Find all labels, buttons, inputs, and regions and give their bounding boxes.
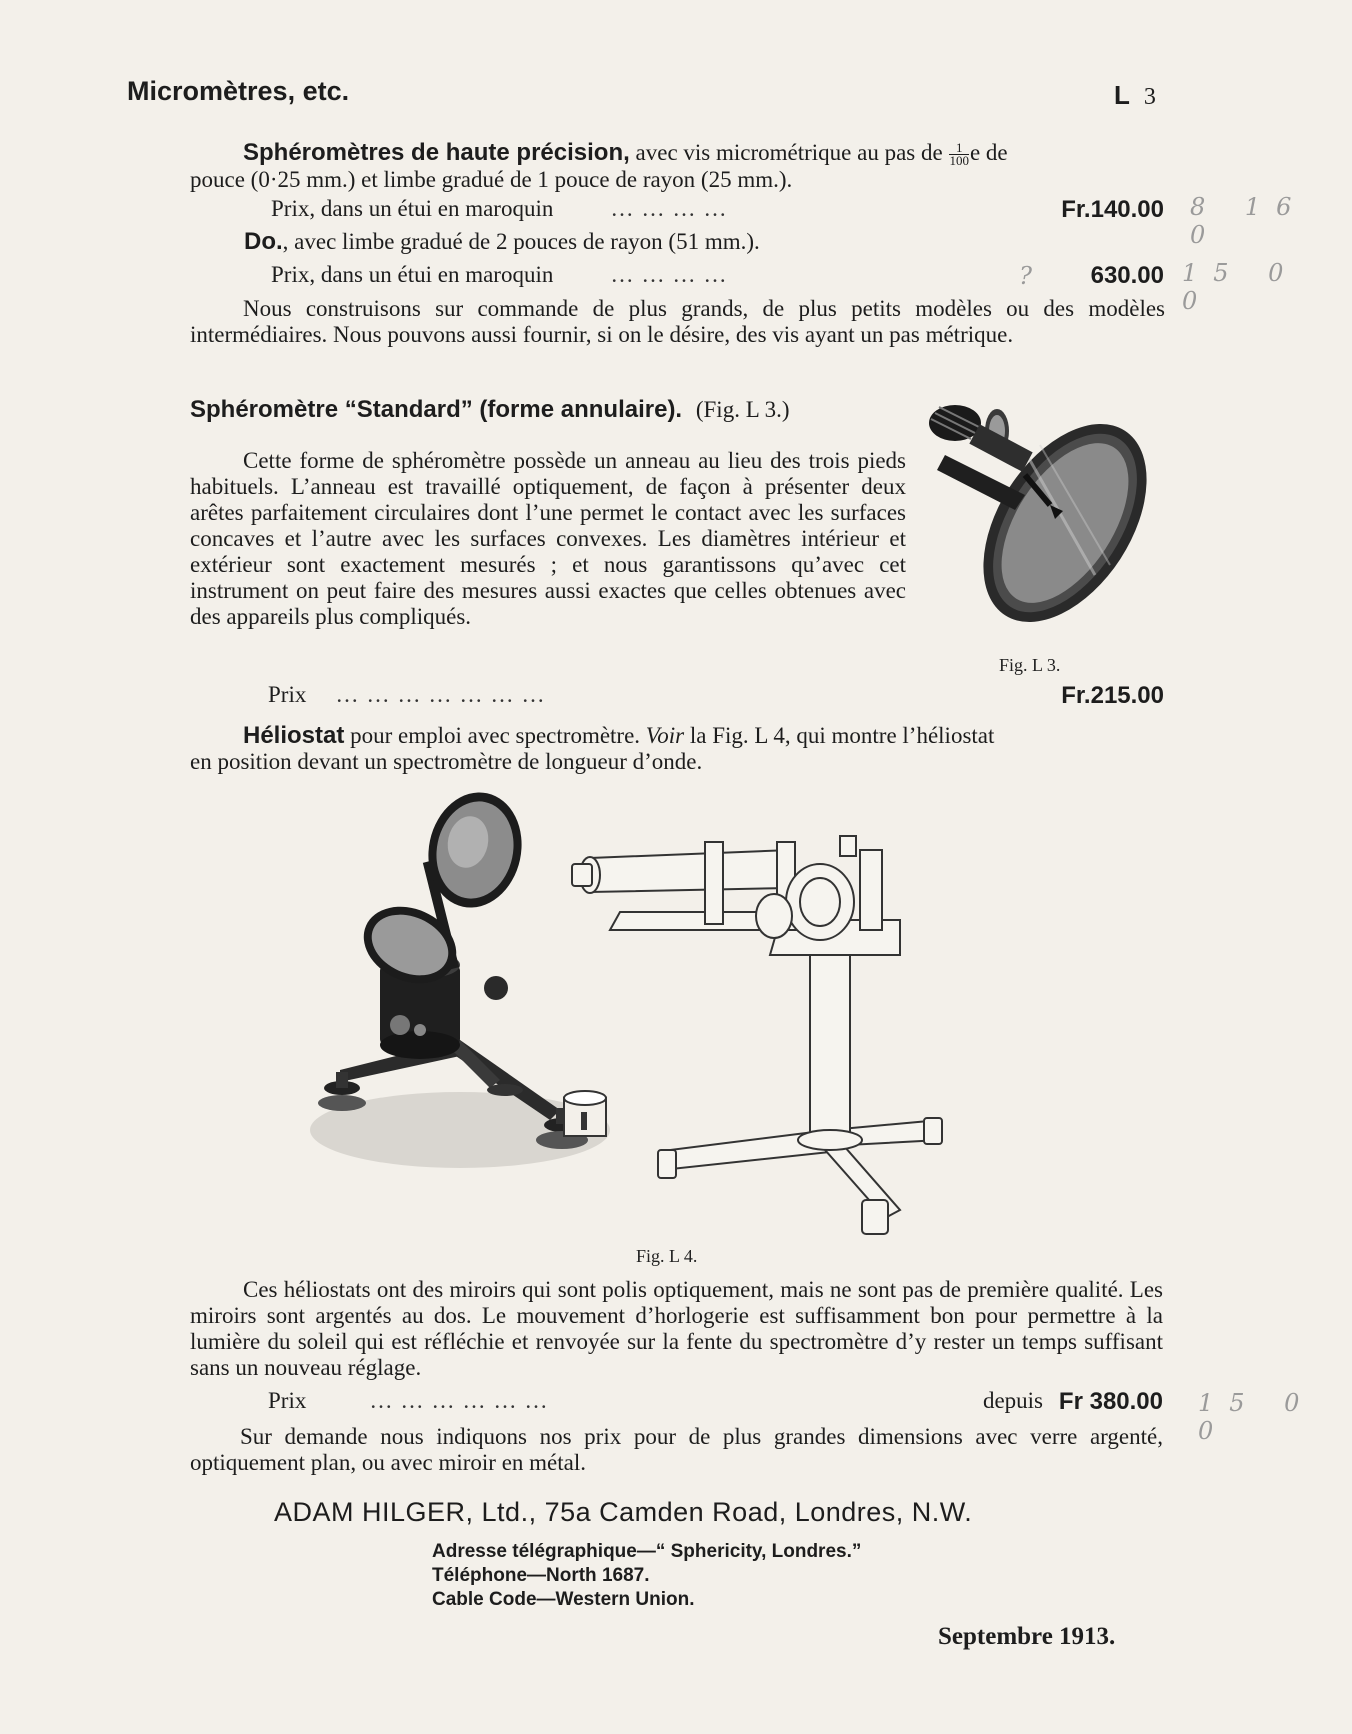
pitch-fraction: $\frac{1}{100}$ [949,140,969,169]
figure-l4 [300,790,1060,1240]
do-text: , avec limbe gradué de 2 pouces de rayon (51 mm.). [282,229,760,254]
heliostat-price-label: Prix [268,1388,307,1413]
standard-price-amount: Fr.215.00 [1061,682,1164,709]
page-number-digit: 3 [1143,84,1156,110]
price-1-dots: ... ... ... ... [611,196,728,221]
do-line [244,229,760,255]
standard-price-row [268,682,1164,708]
handwritten-note-3: 15 0 0 [1198,1389,1316,1445]
handwritten-note-2: 15 0 0 [1182,259,1300,315]
telegraph-address: Adresse télégraphique—“ Sphericity, Londres.” [432,1541,862,1562]
price-2-label: Prix, dans un étui en maroquin [271,262,554,287]
price-row-2 [271,262,1164,288]
page-letter: L [1114,80,1130,110]
price-2-dots: ... ... ... ... [611,262,728,287]
price-1-amount: Fr.140.00 [1061,196,1164,223]
section-title: Micromètres, etc. [127,76,350,106]
standard-paragraph: Cette forme de sphéromètre possède un anneau au lieu des trois pieds habituels. L’anneau est travaillé optiquement, de façon à présenter deux arêtes parfaitement circulaires dont l’une permet le contact avec les surfaces concaves et l’autre avec les surfaces convexes. Les diamètres intérieur et extérieur sont exactement mesurés ; et nous garantissons qu’avec cet instrument on peut faire des mesures aussi exactes que celles obtenues avec des appareils plus compliqués. [190,448,906,629]
heliostat-intro [190,723,1165,775]
standard-title-c: ” (forme annulaire). [460,396,683,423]
heliostat-title: Héliostat [243,722,345,749]
heliostat-price-dots: ... ... ... ... ... ... [370,1388,549,1413]
standard-heading [190,396,790,424]
price-1-label: Prix, dans un étui en maroquin [271,196,554,221]
heliostat-text-b: la Fig. L 4, qui montre l’héliostat [684,723,995,748]
date: Septembre 1913. [938,1623,1116,1650]
price-2-question-mark: ? [1019,262,1032,290]
page-number [1114,80,1156,111]
do-label: Do. [244,228,283,255]
figure-l4-caption: Fig. L 4. [636,1246,698,1266]
standard-price-dots: ... ... ... ... ... ... ... [336,682,546,707]
spherometres-title: Sphéromètres de haute précision, [243,139,630,166]
heliostat-paragraph-2: Sur demande nous indiquons nos prix pour de plus grandes dimensions avec verre argenté, optiquement plan, ou avec miroir en métal. [190,1424,1163,1475]
heliostat-voir: Voir [645,723,685,748]
spherometres-desc-b: e de [969,140,1008,165]
standard-title-a: Sphéromètre “ [190,396,357,423]
heliostat-text-a: pour emploi avec spectromètre. [344,723,646,748]
telephone: Téléphone—North 1687. [432,1565,650,1586]
figure-l3 [915,395,1170,645]
standard-price-label: Prix [268,682,307,707]
standard-fig-ref: (Fig. L 3.) [695,397,790,422]
ring-spherometer-illustration [915,395,1170,645]
heliostat-price-row [268,1388,1163,1414]
spherometres-intro [190,140,1165,193]
figure-l3-caption: Fig. L 3. [999,655,1061,675]
cable-code: Cable Code—Western Union. [432,1589,695,1610]
heliostat-spectrometer-illustration [300,790,1060,1240]
price-2-amount: 630.00 [1090,262,1164,289]
price-row-1 [271,196,1164,222]
heliostat-paragraph: Ces héliostats ont des miroirs qui sont polis optiquement, mais ne sont pas de première qualité. Les miroirs sont argentés au dos. Le mouvement d’horlogerie est suffisamment bon pour permettre à la lumière du soleil qui est réfléchie et renvoyée sur la fente du spectromètre d’y rester un temps suffisant sans un nouveau réglage. [190,1277,1163,1380]
heliostat-price-prefix: depuis [982,1388,1043,1413]
company-address: ADAM HILGER, Ltd., 75a Camden Road, Londres, N.W. [274,1497,973,1527]
heliostat-line2: en position devant un spectromètre de longueur d’onde. [190,749,703,774]
spherometres-desc-line2: pouce (0·25 mm.) et limbe gradué de 1 pouce de rayon (25 mm.). [190,167,793,193]
handwritten-note-1: 8 16 0 [1190,193,1308,249]
heliostat-price-amount: Fr 380.00 [1058,1388,1163,1415]
standard-title-b: Standard [356,396,461,423]
spherometres-paragraph: Nous construisons sur commande de plus grands, de plus petits modèles ou des modèles intermédiaires. Nous pouvons aussi fournir, si on le désire, des vis ayant un pas métrique. [190,296,1165,347]
spherometres-desc-a: avec vis micrométrique au pas de [635,140,943,165]
